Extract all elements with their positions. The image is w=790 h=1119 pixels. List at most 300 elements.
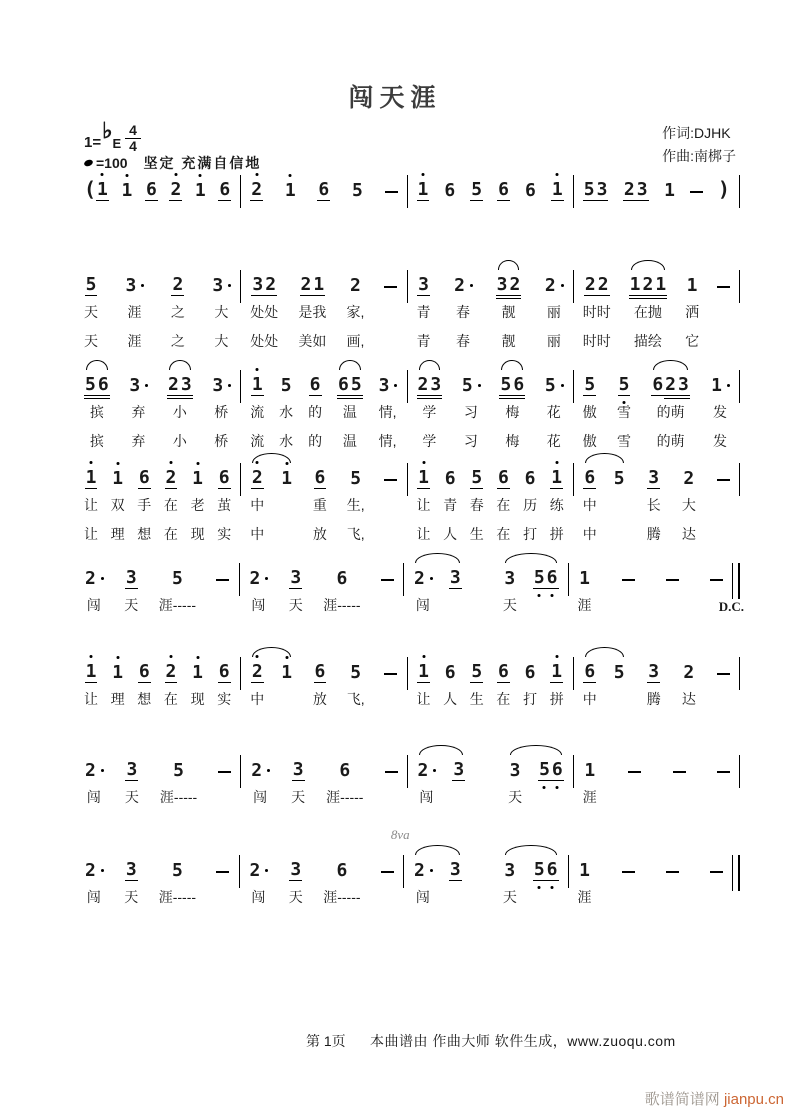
note-token xyxy=(84,370,110,454)
note-digit: 6 xyxy=(339,760,351,781)
high-octave-dot xyxy=(256,368,259,371)
note-token xyxy=(550,463,564,547)
open-paren: ( xyxy=(84,177,97,201)
note-digit: 6 xyxy=(318,179,330,200)
note xyxy=(524,657,537,683)
low-octave-dot xyxy=(551,594,554,597)
note xyxy=(169,175,182,201)
note xyxy=(444,657,457,683)
note-token xyxy=(578,855,592,910)
note-digit: 6 xyxy=(218,467,230,488)
measure xyxy=(408,270,573,354)
note-digit: 3 xyxy=(126,759,138,780)
note-digit: 3 xyxy=(509,760,521,781)
note-digit: 1 xyxy=(579,568,590,589)
note-token xyxy=(326,755,363,810)
note xyxy=(413,563,433,589)
lyric-syllable: 大 xyxy=(214,333,229,349)
note-digit: 5 xyxy=(350,374,362,395)
watermark-site: 歌谱简谱网 xyxy=(644,1091,724,1108)
note xyxy=(211,370,231,396)
note xyxy=(583,463,596,489)
note-token xyxy=(651,370,690,454)
augmentation-dot xyxy=(101,769,104,772)
note-digit: 2 xyxy=(683,662,695,683)
low-octave-dot xyxy=(623,401,626,404)
note xyxy=(381,563,394,589)
note-token xyxy=(159,855,196,910)
note xyxy=(171,855,184,881)
note-token xyxy=(351,175,364,201)
note-digit: 6 xyxy=(513,374,525,395)
note-token xyxy=(171,270,185,354)
lyric-syllable: 天 xyxy=(124,789,139,805)
measure xyxy=(569,855,733,910)
note xyxy=(338,755,351,781)
note-token xyxy=(682,657,696,712)
high-octave-dot xyxy=(422,461,425,464)
note xyxy=(349,270,362,296)
slur-group xyxy=(629,270,668,354)
note-token xyxy=(470,463,484,547)
lyric-syllable: 练 xyxy=(549,497,564,513)
note-token xyxy=(191,463,205,547)
note-token xyxy=(84,270,98,354)
note-token xyxy=(84,755,104,810)
lyric-syllable: 生 xyxy=(469,526,484,542)
lyric-syllable: 天 xyxy=(288,597,303,613)
tempo-marking xyxy=(84,153,261,173)
augmentation-dot xyxy=(265,869,268,872)
duration-dash xyxy=(622,579,635,581)
note xyxy=(583,370,596,396)
note-token xyxy=(613,463,626,547)
lyric-syllable: 在 xyxy=(496,526,511,542)
lyric-syllable: 丽 xyxy=(546,304,561,320)
duration-dash xyxy=(622,871,635,873)
note-digit: 5 xyxy=(280,375,292,396)
note xyxy=(666,563,679,589)
lyric-syllable: 在抛 xyxy=(633,304,662,320)
note-digit: 1 xyxy=(686,275,698,296)
note-token xyxy=(499,370,525,454)
note xyxy=(583,755,596,781)
slur-group xyxy=(413,563,462,618)
note xyxy=(384,270,397,296)
note-digit: 2 xyxy=(249,568,261,589)
note-digit: 6 xyxy=(551,759,564,781)
lyric-syllable: 拼 xyxy=(549,526,564,542)
lyric-syllable: 理 xyxy=(110,691,125,707)
note-token xyxy=(164,657,178,712)
note-digit: 5 xyxy=(350,662,362,683)
note xyxy=(289,855,302,881)
note xyxy=(538,755,564,781)
lyric-syllable: 让 xyxy=(84,526,98,542)
lyric-syllable: 达 xyxy=(681,691,696,707)
note-digit: 5 xyxy=(613,662,625,683)
note-digit: 6 xyxy=(546,567,559,589)
lyric-syllable: 青 xyxy=(416,333,431,349)
note xyxy=(284,175,297,201)
note-token xyxy=(128,370,148,454)
lyric-syllable: 弃 xyxy=(131,433,146,449)
key-letter: E xyxy=(112,136,122,151)
augmentation-dot xyxy=(101,577,104,580)
note xyxy=(314,657,327,683)
barline xyxy=(739,175,740,208)
note xyxy=(249,563,269,589)
note xyxy=(449,855,462,881)
note-digit: 5 xyxy=(471,661,483,682)
dash-token xyxy=(381,563,394,618)
note xyxy=(84,755,104,781)
note-digit: 5 xyxy=(533,567,546,589)
lyric-syllable: 洒 xyxy=(685,304,700,320)
note xyxy=(172,755,185,781)
note-digit: 6 xyxy=(314,661,326,682)
lyric-syllable: 时时 xyxy=(582,304,611,320)
note xyxy=(378,370,398,396)
note-digit: 2 xyxy=(85,568,96,589)
lyric-syllable: 生, xyxy=(346,497,365,513)
note-digit: 5 xyxy=(471,179,483,200)
note-token xyxy=(217,463,231,547)
note-digit: 6 xyxy=(314,467,326,488)
lyric-syllable: 在 xyxy=(496,497,511,513)
lyric-syllable: 让 xyxy=(416,691,431,707)
watermark xyxy=(645,1088,784,1109)
note-digit: 6 xyxy=(138,661,150,682)
lyric-syllable: 大 xyxy=(214,304,229,320)
note-digit: 3 xyxy=(290,567,302,588)
note-token xyxy=(583,755,597,810)
note xyxy=(578,855,591,881)
note-digit: 2 xyxy=(250,179,263,201)
dash-token xyxy=(710,855,723,910)
note-digit: 1 xyxy=(550,467,563,489)
lyric-syllable: 春 xyxy=(456,333,471,349)
note xyxy=(84,175,109,201)
note-token xyxy=(647,657,661,712)
low-octave-dot xyxy=(556,786,559,789)
lyric-syllable: 处处 xyxy=(250,333,279,349)
lyric-syllable: 处处 xyxy=(250,304,279,320)
note-token xyxy=(289,563,303,618)
note-token xyxy=(313,657,327,712)
note-digit: 1 xyxy=(284,180,297,201)
note xyxy=(289,563,302,589)
measure xyxy=(75,463,240,547)
note-token xyxy=(503,855,517,910)
note-token xyxy=(682,463,696,547)
note-digit: 1 xyxy=(417,179,430,201)
note-digit: 1 xyxy=(280,468,293,489)
note-digit: 5 xyxy=(85,274,97,295)
note-token xyxy=(250,175,263,201)
lyric-syllable: 之 xyxy=(170,304,185,320)
duration-dash xyxy=(385,191,398,193)
note xyxy=(613,657,626,683)
note-digit: 2 xyxy=(623,179,635,200)
lyric-syllable: 闯 xyxy=(251,597,266,613)
high-octave-dot xyxy=(116,656,119,659)
note xyxy=(499,370,525,396)
note-digit: 1 xyxy=(655,274,667,295)
note xyxy=(335,855,348,881)
augmentation-dot xyxy=(727,384,730,387)
lyric-syllable: 涯----- xyxy=(326,789,364,805)
note xyxy=(717,657,730,683)
octave-8va-mark: 8va xyxy=(390,827,410,842)
note xyxy=(218,755,231,781)
note-digit: 2 xyxy=(584,274,596,295)
slur-group xyxy=(583,463,626,547)
lyric-syllable: 摈 xyxy=(89,433,104,449)
lyric-syllable: 涯 xyxy=(577,597,592,613)
page-number: 第 1页 xyxy=(306,1033,346,1049)
score-line xyxy=(75,827,740,910)
dash-token xyxy=(216,855,229,910)
lyric-syllable: 时时 xyxy=(582,333,611,349)
note-digit: 1 xyxy=(194,180,207,201)
note-token xyxy=(497,175,510,201)
note-digit: 2 xyxy=(251,467,264,489)
note-token xyxy=(250,370,264,454)
high-octave-dot xyxy=(196,656,199,659)
measure xyxy=(75,563,239,618)
note-digit: 6 xyxy=(336,860,348,881)
note-digit: 5 xyxy=(618,374,631,396)
note-digit: 2 xyxy=(167,374,179,395)
note xyxy=(128,370,148,396)
lyric-syllable: 流 xyxy=(250,433,265,449)
note-digit: 1 xyxy=(251,374,264,396)
lyric-syllable: 让 xyxy=(416,526,431,542)
lyric-syllable: 老 xyxy=(190,497,205,513)
augmentation-dot xyxy=(228,384,231,387)
note-digit: 6 xyxy=(444,468,456,489)
lyric-syllable: 闯 xyxy=(253,789,268,805)
high-octave-dot xyxy=(90,655,93,658)
lyric-syllable: 人 xyxy=(443,691,458,707)
note-digit: 2 xyxy=(249,860,261,881)
lyric-syllable: 现 xyxy=(190,691,205,707)
note-token xyxy=(347,463,365,547)
note xyxy=(443,175,456,201)
lyric-syllable: 茧 xyxy=(217,497,232,513)
lyric-syllable: 中 xyxy=(582,691,597,707)
duration-dash xyxy=(216,871,229,873)
note-digit: 3 xyxy=(636,179,648,200)
low-octave-dot xyxy=(543,786,546,789)
note xyxy=(550,463,563,489)
score-line xyxy=(75,755,740,810)
augmentation-dot xyxy=(145,384,148,387)
duration-dash xyxy=(216,579,229,581)
note-token xyxy=(453,270,473,354)
final-double-barline xyxy=(732,855,740,891)
note xyxy=(444,463,457,489)
low-octave-dot xyxy=(538,594,541,597)
note-token xyxy=(250,270,278,354)
note-token xyxy=(124,855,138,910)
note-token xyxy=(578,563,592,618)
note xyxy=(250,755,270,781)
lyric-syllable: 飞, xyxy=(346,526,365,542)
note xyxy=(171,270,184,296)
note-digit: 1 xyxy=(664,180,675,201)
high-octave-dot xyxy=(196,462,199,465)
note-token xyxy=(523,463,537,547)
note xyxy=(125,855,138,881)
note-token xyxy=(496,657,510,712)
note xyxy=(622,563,635,589)
lyric-syllable: 流 xyxy=(250,404,265,420)
note-digit: 2 xyxy=(169,179,182,201)
note-digit: 2 xyxy=(417,374,429,395)
note xyxy=(292,755,305,781)
note xyxy=(613,463,626,489)
note-token xyxy=(250,657,264,712)
note xyxy=(417,370,443,396)
barline xyxy=(739,370,740,403)
note xyxy=(417,175,430,201)
note xyxy=(125,755,138,781)
note-digit: 6 xyxy=(336,568,348,589)
note-digit: 2 xyxy=(165,467,178,489)
lyric-syllable: 的萌 xyxy=(656,433,685,449)
note-token xyxy=(313,463,327,547)
duration-dash xyxy=(690,191,703,193)
note-digit: 1 xyxy=(191,662,204,683)
note-digit: 3 xyxy=(678,374,689,395)
note xyxy=(629,270,668,296)
high-octave-dot xyxy=(556,173,559,176)
lyric-syllable: 实 xyxy=(217,526,232,542)
augmentation-dot xyxy=(478,384,481,387)
score-line xyxy=(75,175,740,208)
lyric-syllable: 涯----- xyxy=(158,597,197,613)
lyric-syllable: 是我 xyxy=(298,304,327,320)
note xyxy=(251,463,264,489)
note xyxy=(351,175,364,201)
dash-token xyxy=(717,463,730,547)
high-octave-dot xyxy=(256,461,259,464)
tempo-value: =100 xyxy=(96,155,128,171)
note-token xyxy=(111,463,125,547)
note xyxy=(138,657,151,683)
note xyxy=(191,657,204,683)
note-token xyxy=(145,175,158,201)
note-digit: 6 xyxy=(524,468,536,489)
dash-token xyxy=(622,855,635,910)
measure xyxy=(75,755,240,810)
dash-token xyxy=(218,755,231,810)
note xyxy=(194,175,207,201)
note-token xyxy=(291,755,305,810)
high-octave-dot xyxy=(169,655,172,658)
note xyxy=(384,463,397,489)
note-digit: 5 xyxy=(471,467,483,488)
note xyxy=(167,370,193,396)
note-token xyxy=(84,175,109,201)
note-token xyxy=(508,755,522,810)
lyric-syllable: 中 xyxy=(250,526,265,542)
note-token xyxy=(663,175,676,201)
note-token xyxy=(449,855,462,910)
note-token xyxy=(250,755,270,810)
barline xyxy=(739,755,740,788)
note-token xyxy=(583,463,597,547)
time-signature xyxy=(125,123,141,154)
note-digit: 1 xyxy=(280,662,293,683)
lyric-syllable: 梅 xyxy=(505,404,520,420)
augmentation-dot xyxy=(141,284,144,287)
note-digit: 3 xyxy=(449,567,461,588)
lyric-syllable: 描绘 xyxy=(633,333,662,349)
note-digit: 6 xyxy=(219,179,231,200)
lyric-syllable: 闯 xyxy=(415,889,430,905)
note-digit: 5 xyxy=(544,375,556,396)
note-digit: 3 xyxy=(504,568,516,589)
note xyxy=(165,657,178,683)
high-octave-dot xyxy=(174,173,177,176)
lyric-syllable: 历 xyxy=(523,497,538,513)
lyric-syllable: 发 xyxy=(713,404,728,420)
slur-group xyxy=(503,855,559,910)
note xyxy=(138,463,151,489)
note xyxy=(317,175,330,201)
note xyxy=(651,370,690,396)
slur-group xyxy=(84,370,110,454)
note xyxy=(216,855,229,881)
lyric-syllable: 学 xyxy=(422,433,437,449)
lyric-syllable: 中 xyxy=(582,526,597,542)
lyric-syllable: 花 xyxy=(546,404,561,420)
note xyxy=(503,855,516,881)
key-signature xyxy=(84,120,141,154)
augmentation-dot xyxy=(228,284,231,287)
lyric-syllable: 家, xyxy=(346,304,365,320)
note-token xyxy=(647,463,661,547)
note xyxy=(349,657,362,683)
note xyxy=(452,755,465,781)
note xyxy=(314,463,327,489)
dash-token xyxy=(385,755,398,810)
high-octave-dot xyxy=(125,174,128,177)
note-digit: 1 xyxy=(85,661,98,683)
duration-dash xyxy=(717,673,730,675)
note xyxy=(417,755,437,781)
note-digit: 3 xyxy=(252,274,264,295)
lyric-syllable: 闯 xyxy=(86,597,101,613)
lyric-syllable: 打 xyxy=(523,691,538,707)
note-digit: 1 xyxy=(579,860,590,881)
note-token xyxy=(125,270,145,354)
note-token xyxy=(280,463,293,547)
duration-dash xyxy=(710,871,723,873)
note-token xyxy=(160,755,197,810)
note xyxy=(300,270,326,296)
lyric-syllable: 水 xyxy=(279,433,294,449)
lyric-syllable: 习 xyxy=(463,404,478,420)
augmentation-dot xyxy=(101,869,104,872)
lyric-syllable: 人 xyxy=(443,526,458,542)
lyric-syllable: 长 xyxy=(646,497,661,513)
duration-dash xyxy=(628,771,641,773)
barline xyxy=(739,463,740,496)
